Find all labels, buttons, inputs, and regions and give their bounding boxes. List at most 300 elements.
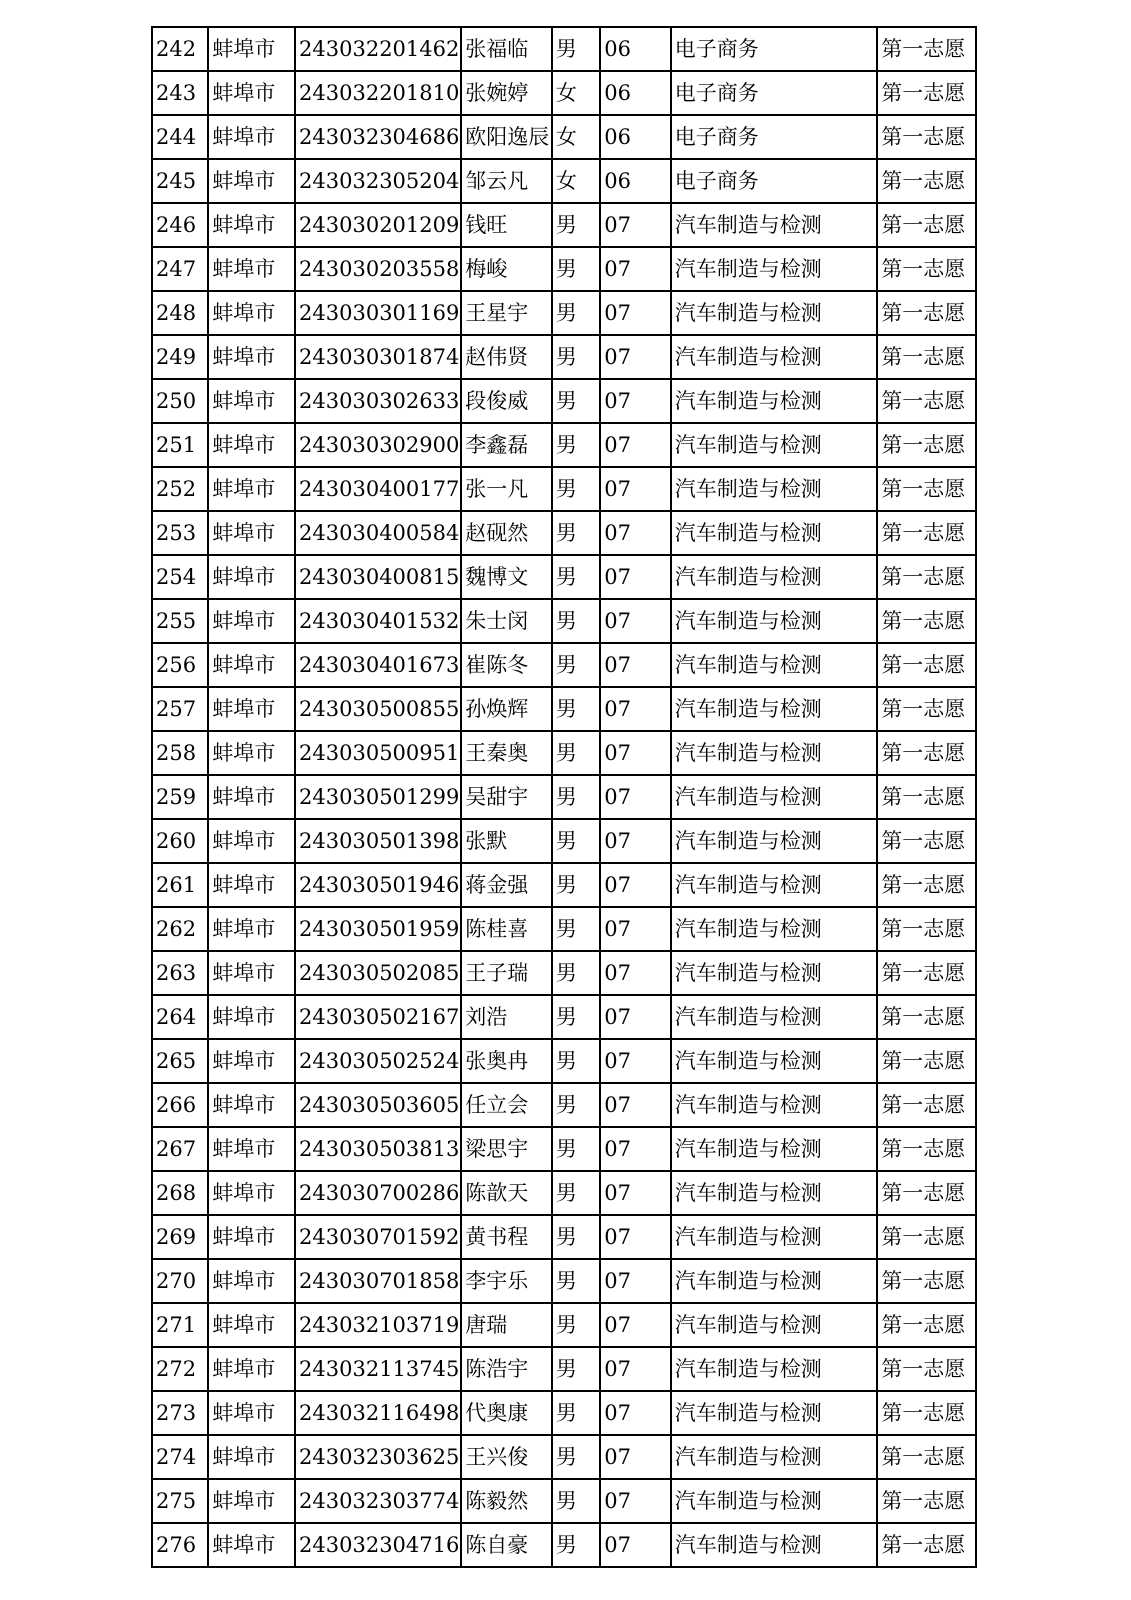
- exam-id-cell: 243030501946: [295, 863, 461, 907]
- student-name-cell: 刘浩: [461, 995, 552, 1039]
- choice-cell: 第一志愿: [877, 907, 976, 951]
- city-cell: 蚌埠市: [208, 1259, 295, 1303]
- row-number-cell: 269: [152, 1215, 208, 1259]
- student-name-cell: 张默: [461, 819, 552, 863]
- gender-cell: 男: [552, 819, 600, 863]
- table-row: [152, 27, 976, 71]
- student-name-cell: 张一凡: [461, 467, 552, 511]
- exam-id-cell: 243032304686: [295, 115, 461, 159]
- major-name-cell: 汽车制造与检测: [671, 1127, 878, 1171]
- exam-id-cell: 243030401532: [295, 599, 461, 643]
- row-number-cell: 273: [152, 1391, 208, 1435]
- student-name-cell: 钱旺: [461, 203, 552, 247]
- gender-cell: 男: [552, 1171, 600, 1215]
- major-code-cell: 07: [600, 731, 671, 775]
- major-name-cell: 汽车制造与检测: [671, 951, 878, 995]
- exam-id-cell: 243030502524: [295, 1039, 461, 1083]
- gender-cell: 男: [552, 555, 600, 599]
- gender-cell: 男: [552, 1523, 600, 1567]
- choice-cell: 第一志愿: [877, 819, 976, 863]
- student-name-cell: 梁思宇: [461, 1127, 552, 1171]
- row-number-cell: 244: [152, 115, 208, 159]
- student-name-cell: 吴甜宇: [461, 775, 552, 819]
- row-number-cell: 276: [152, 1523, 208, 1567]
- gender-cell: 男: [552, 247, 600, 291]
- row-number-cell: 270: [152, 1259, 208, 1303]
- city-cell: 蚌埠市: [208, 203, 295, 247]
- exam-id-cell: 243030203558: [295, 247, 461, 291]
- gender-cell: 男: [552, 687, 600, 731]
- row-number-cell: 275: [152, 1479, 208, 1523]
- row-number-cell: 254: [152, 555, 208, 599]
- choice-cell: 第一志愿: [877, 687, 976, 731]
- table-row: [152, 203, 976, 247]
- exam-id-cell: 243030302900: [295, 423, 461, 467]
- student-name-cell: 陈毅然: [461, 1479, 552, 1523]
- table-row: [152, 335, 976, 379]
- row-number-cell: 257: [152, 687, 208, 731]
- gender-cell: 男: [552, 467, 600, 511]
- major-name-cell: 汽车制造与检测: [671, 863, 878, 907]
- table-row: [152, 1039, 976, 1083]
- city-cell: 蚌埠市: [208, 291, 295, 335]
- student-name-cell: 黄书程: [461, 1215, 552, 1259]
- city-cell: 蚌埠市: [208, 467, 295, 511]
- row-number-cell: 252: [152, 467, 208, 511]
- gender-cell: 男: [552, 27, 600, 71]
- student-name-cell: 段俊威: [461, 379, 552, 423]
- major-code-cell: 07: [600, 335, 671, 379]
- table-row: [152, 907, 976, 951]
- student-name-cell: 陈浩宇: [461, 1347, 552, 1391]
- city-cell: 蚌埠市: [208, 731, 295, 775]
- city-cell: 蚌埠市: [208, 1303, 295, 1347]
- major-code-cell: 07: [600, 1435, 671, 1479]
- choice-cell: 第一志愿: [877, 423, 976, 467]
- major-name-cell: 电子商务: [671, 159, 878, 203]
- row-number-cell: 274: [152, 1435, 208, 1479]
- row-number-cell: 245: [152, 159, 208, 203]
- choice-cell: 第一志愿: [877, 247, 976, 291]
- choice-cell: 第一志愿: [877, 1391, 976, 1435]
- city-cell: 蚌埠市: [208, 1523, 295, 1567]
- major-name-cell: 汽车制造与检测: [671, 1039, 878, 1083]
- student-name-cell: 张婉婷: [461, 71, 552, 115]
- city-cell: 蚌埠市: [208, 1435, 295, 1479]
- choice-cell: 第一志愿: [877, 1347, 976, 1391]
- city-cell: 蚌埠市: [208, 819, 295, 863]
- gender-cell: 男: [552, 643, 600, 687]
- row-number-cell: 243: [152, 71, 208, 115]
- student-name-cell: 邹云凡: [461, 159, 552, 203]
- major-code-cell: 07: [600, 1523, 671, 1567]
- choice-cell: 第一志愿: [877, 203, 976, 247]
- gender-cell: 男: [552, 291, 600, 335]
- gender-cell: 男: [552, 1347, 600, 1391]
- choice-cell: 第一志愿: [877, 1479, 976, 1523]
- choice-cell: 第一志愿: [877, 27, 976, 71]
- gender-cell: 男: [552, 1215, 600, 1259]
- major-code-cell: 07: [600, 291, 671, 335]
- major-name-cell: 汽车制造与检测: [671, 1347, 878, 1391]
- table-row: [152, 643, 976, 687]
- major-code-cell: 07: [600, 863, 671, 907]
- gender-cell: 男: [552, 863, 600, 907]
- major-name-cell: 汽车制造与检测: [671, 995, 878, 1039]
- exam-id-cell: 243030503605: [295, 1083, 461, 1127]
- student-name-cell: 孙焕辉: [461, 687, 552, 731]
- major-name-cell: 汽车制造与检测: [671, 1391, 878, 1435]
- table-row: [152, 291, 976, 335]
- student-name-cell: 赵砚然: [461, 511, 552, 555]
- exam-id-cell: 243030502167: [295, 995, 461, 1039]
- gender-cell: 男: [552, 423, 600, 467]
- major-code-cell: 07: [600, 775, 671, 819]
- row-number-cell: 259: [152, 775, 208, 819]
- major-name-cell: 汽车制造与检测: [671, 203, 878, 247]
- major-name-cell: 汽车制造与检测: [671, 1215, 878, 1259]
- table-row: [152, 1259, 976, 1303]
- gender-cell: 男: [552, 379, 600, 423]
- major-name-cell: 汽车制造与检测: [671, 599, 878, 643]
- exam-id-cell: 243030400815: [295, 555, 461, 599]
- city-cell: 蚌埠市: [208, 1347, 295, 1391]
- city-cell: 蚌埠市: [208, 1479, 295, 1523]
- table-row: [152, 511, 976, 555]
- major-code-cell: 07: [600, 1083, 671, 1127]
- city-cell: 蚌埠市: [208, 1083, 295, 1127]
- major-name-cell: 汽车制造与检测: [671, 1523, 878, 1567]
- student-name-cell: 蒋金强: [461, 863, 552, 907]
- city-cell: 蚌埠市: [208, 27, 295, 71]
- major-code-cell: 07: [600, 951, 671, 995]
- exam-id-cell: 243030301169: [295, 291, 461, 335]
- city-cell: 蚌埠市: [208, 335, 295, 379]
- choice-cell: 第一志愿: [877, 1303, 976, 1347]
- row-number-cell: 262: [152, 907, 208, 951]
- table-body: [152, 27, 976, 1567]
- table-row: [152, 599, 976, 643]
- city-cell: 蚌埠市: [208, 951, 295, 995]
- row-number-cell: 263: [152, 951, 208, 995]
- choice-cell: 第一志愿: [877, 863, 976, 907]
- gender-cell: 男: [552, 511, 600, 555]
- exam-id-cell: 243032201462: [295, 27, 461, 71]
- major-code-cell: 06: [600, 27, 671, 71]
- student-name-cell: 朱士闵: [461, 599, 552, 643]
- row-number-cell: 268: [152, 1171, 208, 1215]
- exam-id-cell: 243030400584: [295, 511, 461, 555]
- student-name-cell: 唐瑞: [461, 1303, 552, 1347]
- choice-cell: 第一志愿: [877, 467, 976, 511]
- choice-cell: 第一志愿: [877, 115, 976, 159]
- choice-cell: 第一志愿: [877, 1215, 976, 1259]
- major-name-cell: 汽车制造与检测: [671, 1259, 878, 1303]
- exam-id-cell: 243030302633: [295, 379, 461, 423]
- exam-id-cell: 243032305204: [295, 159, 461, 203]
- exam-id-cell: 243030501299: [295, 775, 461, 819]
- city-cell: 蚌埠市: [208, 863, 295, 907]
- major-code-cell: 07: [600, 907, 671, 951]
- major-name-cell: 汽车制造与检测: [671, 379, 878, 423]
- major-code-cell: 07: [600, 1039, 671, 1083]
- choice-cell: 第一志愿: [877, 1039, 976, 1083]
- row-number-cell: 242: [152, 27, 208, 71]
- major-code-cell: 06: [600, 159, 671, 203]
- exam-id-cell: 243030500855: [295, 687, 461, 731]
- gender-cell: 男: [552, 1479, 600, 1523]
- table-row: [152, 467, 976, 511]
- table-row: [152, 1215, 976, 1259]
- city-cell: 蚌埠市: [208, 1171, 295, 1215]
- row-number-cell: 264: [152, 995, 208, 1039]
- gender-cell: 男: [552, 1039, 600, 1083]
- city-cell: 蚌埠市: [208, 555, 295, 599]
- major-code-cell: 07: [600, 379, 671, 423]
- gender-cell: 男: [552, 907, 600, 951]
- choice-cell: 第一志愿: [877, 379, 976, 423]
- table-row: [152, 247, 976, 291]
- exam-id-cell: 243030502085: [295, 951, 461, 995]
- major-name-cell: 汽车制造与检测: [671, 1303, 878, 1347]
- row-number-cell: 250: [152, 379, 208, 423]
- exam-id-cell: 243030201209: [295, 203, 461, 247]
- choice-cell: 第一志愿: [877, 731, 976, 775]
- row-number-cell: 267: [152, 1127, 208, 1171]
- gender-cell: 男: [552, 1435, 600, 1479]
- gender-cell: 男: [552, 1303, 600, 1347]
- exam-id-cell: 243030400177: [295, 467, 461, 511]
- major-code-cell: 07: [600, 1259, 671, 1303]
- exam-id-cell: 243030500951: [295, 731, 461, 775]
- major-name-cell: 汽车制造与检测: [671, 511, 878, 555]
- major-name-cell: 汽车制造与检测: [671, 775, 878, 819]
- exam-id-cell: 243032113745: [295, 1347, 461, 1391]
- gender-cell: 男: [552, 1259, 600, 1303]
- exam-id-cell: 243032304716: [295, 1523, 461, 1567]
- student-name-cell: 王子瑞: [461, 951, 552, 995]
- table-row: [152, 995, 976, 1039]
- major-code-cell: 07: [600, 555, 671, 599]
- student-name-cell: 欧阳逸辰: [461, 115, 552, 159]
- admission-table: [151, 26, 977, 1568]
- exam-id-cell: 243030501959: [295, 907, 461, 951]
- city-cell: 蚌埠市: [208, 1127, 295, 1171]
- student-name-cell: 李宇乐: [461, 1259, 552, 1303]
- major-name-cell: 汽车制造与检测: [671, 643, 878, 687]
- city-cell: 蚌埠市: [208, 115, 295, 159]
- choice-cell: 第一志愿: [877, 1435, 976, 1479]
- major-code-cell: 07: [600, 1479, 671, 1523]
- choice-cell: 第一志愿: [877, 775, 976, 819]
- row-number-cell: 260: [152, 819, 208, 863]
- major-name-cell: 汽车制造与检测: [671, 907, 878, 951]
- major-code-cell: 07: [600, 819, 671, 863]
- exam-id-cell: 243030301874: [295, 335, 461, 379]
- student-name-cell: 梅峻: [461, 247, 552, 291]
- choice-cell: 第一志愿: [877, 643, 976, 687]
- student-name-cell: 李鑫磊: [461, 423, 552, 467]
- table-row: [152, 159, 976, 203]
- choice-cell: 第一志愿: [877, 335, 976, 379]
- table-row: [152, 379, 976, 423]
- choice-cell: 第一志愿: [877, 1083, 976, 1127]
- choice-cell: 第一志愿: [877, 159, 976, 203]
- major-code-cell: 07: [600, 1303, 671, 1347]
- choice-cell: 第一志愿: [877, 71, 976, 115]
- gender-cell: 男: [552, 335, 600, 379]
- city-cell: 蚌埠市: [208, 599, 295, 643]
- gender-cell: 女: [552, 115, 600, 159]
- major-name-cell: 汽车制造与检测: [671, 687, 878, 731]
- row-number-cell: 256: [152, 643, 208, 687]
- city-cell: 蚌埠市: [208, 1391, 295, 1435]
- major-name-cell: 汽车制造与检测: [671, 291, 878, 335]
- exam-id-cell: 243030701858: [295, 1259, 461, 1303]
- table-row: [152, 1083, 976, 1127]
- table-row: [152, 1127, 976, 1171]
- table-row: [152, 555, 976, 599]
- city-cell: 蚌埠市: [208, 423, 295, 467]
- major-code-cell: 07: [600, 687, 671, 731]
- city-cell: 蚌埠市: [208, 511, 295, 555]
- choice-cell: 第一志愿: [877, 1127, 976, 1171]
- major-code-cell: 07: [600, 203, 671, 247]
- city-cell: 蚌埠市: [208, 379, 295, 423]
- table-row: [152, 1391, 976, 1435]
- student-name-cell: 王星宇: [461, 291, 552, 335]
- city-cell: 蚌埠市: [208, 687, 295, 731]
- choice-cell: 第一志愿: [877, 951, 976, 995]
- student-name-cell: 代奥康: [461, 1391, 552, 1435]
- table-row: [152, 819, 976, 863]
- major-name-cell: 电子商务: [671, 27, 878, 71]
- gender-cell: 男: [552, 1391, 600, 1435]
- exam-id-cell: 243030501398: [295, 819, 461, 863]
- student-name-cell: 张奥冉: [461, 1039, 552, 1083]
- exam-id-cell: 243030503813: [295, 1127, 461, 1171]
- gender-cell: 男: [552, 599, 600, 643]
- table-row: [152, 1303, 976, 1347]
- choice-cell: 第一志愿: [877, 1523, 976, 1567]
- student-name-cell: 赵伟贤: [461, 335, 552, 379]
- row-number-cell: 258: [152, 731, 208, 775]
- table-row: [152, 775, 976, 819]
- student-name-cell: 任立会: [461, 1083, 552, 1127]
- exam-id-cell: 243032303625: [295, 1435, 461, 1479]
- row-number-cell: 255: [152, 599, 208, 643]
- gender-cell: 女: [552, 159, 600, 203]
- major-code-cell: 07: [600, 599, 671, 643]
- table-row: [152, 863, 976, 907]
- row-number-cell: 261: [152, 863, 208, 907]
- choice-cell: 第一志愿: [877, 1259, 976, 1303]
- major-name-cell: 汽车制造与检测: [671, 819, 878, 863]
- major-code-cell: 07: [600, 1391, 671, 1435]
- city-cell: 蚌埠市: [208, 159, 295, 203]
- table-row: [152, 1435, 976, 1479]
- student-name-cell: 陈自豪: [461, 1523, 552, 1567]
- table-row: [152, 1347, 976, 1391]
- row-number-cell: 271: [152, 1303, 208, 1347]
- choice-cell: 第一志愿: [877, 511, 976, 555]
- city-cell: 蚌埠市: [208, 907, 295, 951]
- student-name-cell: 陈歆天: [461, 1171, 552, 1215]
- student-name-cell: 王秦奥: [461, 731, 552, 775]
- table-row: [152, 1523, 976, 1567]
- city-cell: 蚌埠市: [208, 643, 295, 687]
- major-code-cell: 07: [600, 1215, 671, 1259]
- row-number-cell: 266: [152, 1083, 208, 1127]
- gender-cell: 男: [552, 1127, 600, 1171]
- table-row: [152, 731, 976, 775]
- choice-cell: 第一志愿: [877, 555, 976, 599]
- exam-id-cell: 243030701592: [295, 1215, 461, 1259]
- major-name-cell: 汽车制造与检测: [671, 423, 878, 467]
- student-name-cell: 王兴俊: [461, 1435, 552, 1479]
- choice-cell: 第一志愿: [877, 995, 976, 1039]
- major-name-cell: 汽车制造与检测: [671, 1435, 878, 1479]
- city-cell: 蚌埠市: [208, 1039, 295, 1083]
- exam-id-cell: 243032303774: [295, 1479, 461, 1523]
- choice-cell: 第一志愿: [877, 599, 976, 643]
- exam-id-cell: 243030401673: [295, 643, 461, 687]
- major-name-cell: 汽车制造与检测: [671, 731, 878, 775]
- table-row: [152, 1479, 976, 1523]
- major-code-cell: 07: [600, 1347, 671, 1391]
- major-name-cell: 汽车制造与检测: [671, 1083, 878, 1127]
- table-row: [152, 423, 976, 467]
- choice-cell: 第一志愿: [877, 1171, 976, 1215]
- table-row: [152, 951, 976, 995]
- major-code-cell: 07: [600, 467, 671, 511]
- student-name-cell: 陈桂喜: [461, 907, 552, 951]
- major-name-cell: 汽车制造与检测: [671, 1479, 878, 1523]
- row-number-cell: 248: [152, 291, 208, 335]
- row-number-cell: 253: [152, 511, 208, 555]
- major-name-cell: 汽车制造与检测: [671, 335, 878, 379]
- exam-id-cell: 243032201810: [295, 71, 461, 115]
- major-name-cell: 汽车制造与检测: [671, 1171, 878, 1215]
- major-code-cell: 07: [600, 1127, 671, 1171]
- gender-cell: 男: [552, 995, 600, 1039]
- table-row: [152, 115, 976, 159]
- exam-id-cell: 243032116498: [295, 1391, 461, 1435]
- major-code-cell: 07: [600, 511, 671, 555]
- row-number-cell: 249: [152, 335, 208, 379]
- row-number-cell: 272: [152, 1347, 208, 1391]
- major-code-cell: 06: [600, 71, 671, 115]
- choice-cell: 第一志愿: [877, 291, 976, 335]
- major-code-cell: 07: [600, 423, 671, 467]
- exam-id-cell: 243032103719: [295, 1303, 461, 1347]
- student-name-cell: 张福临: [461, 27, 552, 71]
- city-cell: 蚌埠市: [208, 775, 295, 819]
- row-number-cell: 251: [152, 423, 208, 467]
- table-row: [152, 687, 976, 731]
- major-name-cell: 汽车制造与检测: [671, 247, 878, 291]
- row-number-cell: 265: [152, 1039, 208, 1083]
- major-code-cell: 07: [600, 1171, 671, 1215]
- gender-cell: 男: [552, 1083, 600, 1127]
- major-code-cell: 07: [600, 247, 671, 291]
- exam-id-cell: 243030700286: [295, 1171, 461, 1215]
- row-number-cell: 246: [152, 203, 208, 247]
- city-cell: 蚌埠市: [208, 1215, 295, 1259]
- major-code-cell: 07: [600, 995, 671, 1039]
- gender-cell: 女: [552, 71, 600, 115]
- row-number-cell: 247: [152, 247, 208, 291]
